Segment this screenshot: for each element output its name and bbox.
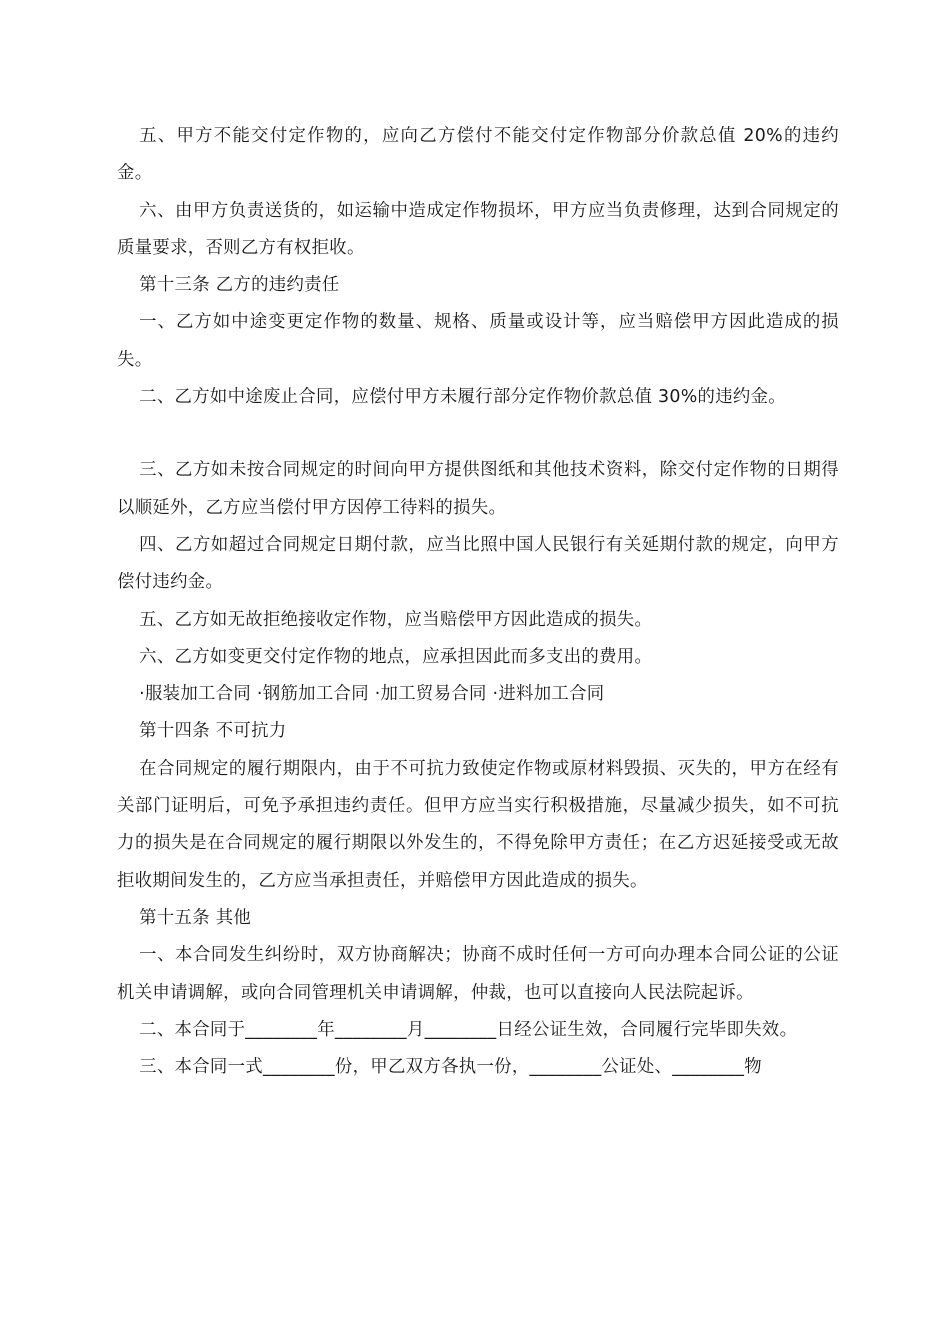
clause-6-delivery-damage: 六、由甲方负责送货的，如运输中造成定作物损坏，甲方应当负责修理，达到合同规定的质量要求，否则乙方有权拒收。 <box>117 200 839 258</box>
article-13-heading: 第十三条 乙方的违约责任 <box>139 275 340 296</box>
article-13-clause-3: 三、乙方如未按合同规定的时间向甲方提供图纸和其他技术资料，除交付定作物的日期得以顺延外，乙方应当偿付甲方因停工待料的损失。 <box>117 460 839 518</box>
article-13-clause-2: 二、乙方如中途废止合同，应偿付甲方未履行部分定作物价款总值 30%的违约金。 <box>139 387 786 408</box>
article-15-clause-2: 二、本合同于________年________月________日经公证生效，合同履行完毕即失效。 <box>139 1019 798 1040</box>
article-15-clause-1: 一、本合同发生纠纷时，双方协商解决；协商不成时任何一方可向办理本合同公证的公证机关申请调解，或向合同管理机关申请调解，仲裁，也可以直接向人民法院起诉。 <box>117 945 839 1003</box>
clause-5-penalty-party-a: 五、甲方不能交付定作物的，应向乙方偿付不能交付定作物部分价款总值 20%的违约金。 <box>117 126 839 184</box>
article-13-clause-4: 四、乙方如超过合同规定日期付款，应当比照中国人民银行有关延期付款的规定，向甲方偿付违约金。 <box>117 534 839 593</box>
article-14-body: 在合同规定的履行期限内，由于不可抗力致使定作物或原材料毁损、灭失的，甲方在经有关部门证明后，可免予承担违约责任。但甲方应当实行积极措施，尽量减少损失，如不可抗力的损失是在合同规定的履行期限以外发生的，不得免除甲方责任；在乙方迟延接受或无故拒收期间发生的，乙方应当承担责任，并赔偿甲方因此造成的损失。 <box>117 758 839 891</box>
article-15-clause-3: 三、本合同一式________份，甲乙双方各执一份，________公证处、________物 <box>139 1057 762 1078</box>
article-13-clause-6: 六、乙方如变更交付定作物的地点，应承担因此而多支出的费用。 <box>139 646 653 667</box>
article-15-heading: 第十五条 其他 <box>139 907 252 928</box>
article-13-clause-5: 五、乙方如无故拒绝接收定作物，应当赔偿甲方因此造成的损失。 <box>139 609 653 630</box>
article-14-heading: 第十四条 不可抗力 <box>139 721 287 742</box>
related-contract-links[interactable]: ·服装加工合同 ·钢筋加工合同 ·加工贸易合同 ·进料加工合同 <box>139 684 605 705</box>
article-13-clause-1: 一、乙方如中途变更定作物的数量、规格、质量或设计等，应当赔偿甲方因此造成的损失。 <box>117 312 839 370</box>
document-body <box>117 118 839 1086</box>
